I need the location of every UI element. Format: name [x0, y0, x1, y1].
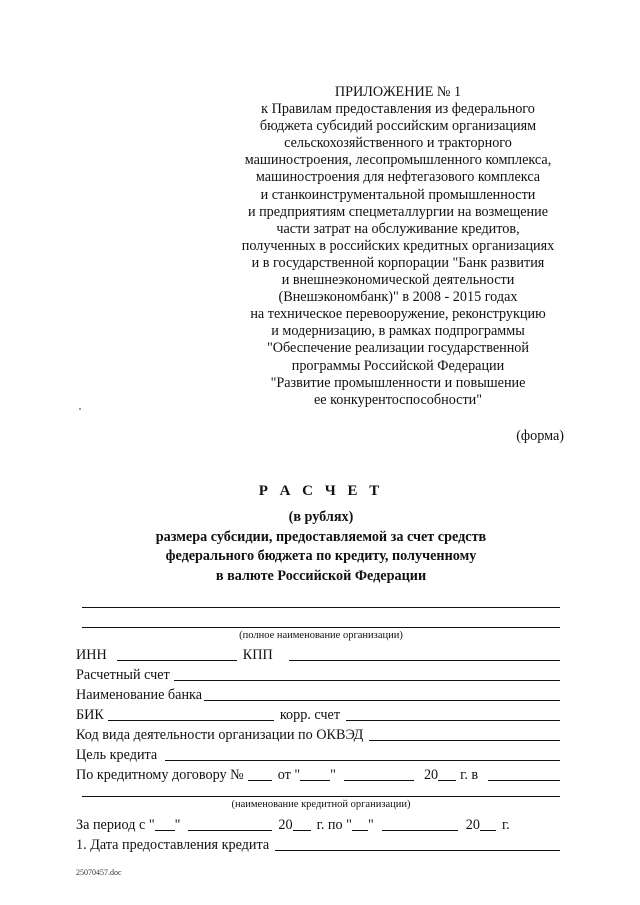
contract-month-field[interactable] — [344, 780, 414, 781]
kpp-field[interactable] — [289, 660, 560, 661]
appendix-line: (Внешэкономбанк)" в 2008 - 2015 годах — [278, 289, 518, 306]
document-title: Р А С Ч Е Т — [258, 483, 384, 499]
period-from-day-field[interactable] — [155, 830, 175, 831]
appendix-title: ПРИЛОЖЕНИЕ № 1 — [334, 84, 462, 100]
document-subtitle-line: в валюте Российской Федерации — [215, 567, 427, 584]
period-end-label: г. — [501, 817, 510, 833]
kpp-label: КПП — [242, 647, 273, 663]
okved-label: Код вида деятельности организации по ОКВЭД — [76, 727, 364, 743]
appendix-line: и в государственной корпорации "Банк развития — [251, 254, 545, 271]
document-title-block — [76, 483, 566, 586]
okved-row — [76, 724, 560, 744]
bank-label: Наименование банка — [76, 687, 203, 703]
contract-bank-field[interactable] — [488, 780, 560, 781]
period-row — [76, 814, 560, 834]
appendix-header — [228, 84, 568, 409]
corr-account-field[interactable] — [346, 720, 560, 721]
document-subtitle-line: (в рублях) — [288, 509, 354, 525]
appendix-line: и станкоинструментальной промышленности — [260, 186, 536, 203]
period-from-year-field[interactable] — [293, 830, 311, 831]
appendix-line: машиностроения, лесопромышленного комплекса, — [244, 152, 552, 169]
account-row — [76, 664, 560, 684]
credit-org-line[interactable] — [82, 796, 560, 797]
contract-quote-close: " — [330, 767, 336, 783]
period-from-month-field[interactable] — [188, 830, 272, 831]
contract-day-field[interactable] — [300, 780, 330, 781]
contract-year-field[interactable] — [438, 780, 456, 781]
org-name-caption: (полное наименование организации) — [239, 630, 403, 641]
contract-label: По кредитному договору № — [76, 767, 244, 783]
appendix-line: "Развитие промышленности и повышение — [270, 374, 526, 391]
appendix-line: на техническое перевооружение, реконструкцию — [250, 306, 546, 323]
bik-label: БИК — [76, 707, 104, 723]
period-quote-close-1: " — [174, 817, 181, 833]
contract-number-field[interactable] — [248, 780, 272, 781]
account-label: Расчетный счет — [76, 667, 170, 683]
corr-account-label: корр. счет — [279, 707, 341, 723]
period-year-prefix-1: 20 — [278, 817, 293, 833]
appendix-line: и предприятиям спецметаллургии на возмещение — [247, 203, 549, 220]
period-label: За период с " — [76, 817, 155, 833]
org-name-line-2[interactable] — [82, 627, 560, 628]
inn-kpp-row — [76, 644, 560, 664]
document-subtitle-line: федерального бюджета по кредиту, полученному — [165, 548, 477, 564]
appendix-line: и модернизацию, в рамках подпрограммы — [271, 323, 525, 340]
account-field[interactable] — [174, 680, 560, 681]
appendix-line: ее конкурентоспособности" — [313, 391, 483, 408]
bik-field[interactable] — [108, 720, 274, 721]
bik-row — [76, 704, 560, 724]
item1-row — [76, 834, 560, 854]
document-subtitle-line: размера субсидии, предоставляемой за счет средств — [155, 528, 487, 545]
appendix-line: к Правилам предоставления из федерального — [261, 101, 535, 118]
item1-field[interactable] — [275, 850, 560, 851]
bank-field[interactable] — [204, 700, 560, 701]
credit-org-caption: (наименование кредитной организации) — [231, 799, 411, 810]
appendix-line: программы Российской Федерации — [291, 357, 505, 374]
forma-label: (форма) — [516, 428, 564, 444]
purpose-row — [76, 744, 560, 764]
period-to-day-field[interactable] — [352, 830, 368, 831]
scan-speck — [79, 408, 81, 410]
purpose-field[interactable] — [165, 760, 560, 761]
contract-row — [76, 764, 560, 784]
period-quote-close-2: " — [367, 817, 374, 833]
purpose-label: Цель кредита — [76, 747, 158, 763]
item1-label: 1. Дата предоставления кредита — [76, 837, 270, 853]
appendix-line: и внешнеэкономической деятельности — [281, 272, 515, 289]
contract-year-prefix: 20 — [423, 767, 439, 783]
appendix-line: части затрат на обслуживание кредитов, — [276, 220, 520, 237]
contract-from-label: от " — [277, 767, 301, 783]
period-to-month-field[interactable] — [382, 830, 458, 831]
period-year-prefix-2: 20 — [465, 817, 480, 833]
appendix-line: машиностроения для нефтегазового комплекса — [255, 169, 541, 186]
appendix-line: полученных в российских кредитных организациях — [241, 237, 555, 254]
contract-year-suffix: г. в — [460, 767, 479, 783]
org-name-line-1[interactable] — [82, 607, 560, 608]
inn-field[interactable] — [117, 660, 237, 661]
footer-filename: 25070457.doc — [76, 868, 122, 877]
inn-label: ИНН — [76, 647, 107, 663]
appendix-line: сельскохозяйственного и тракторного — [284, 135, 512, 152]
period-mid-label: г. по " — [316, 817, 352, 833]
bank-row — [76, 684, 560, 704]
appendix-line: "Обеспечение реализации государственной — [266, 340, 529, 357]
appendix-line: бюджета субсидий российским организациям — [259, 118, 537, 135]
okved-field[interactable] — [369, 740, 560, 741]
period-to-year-field[interactable] — [480, 830, 496, 831]
